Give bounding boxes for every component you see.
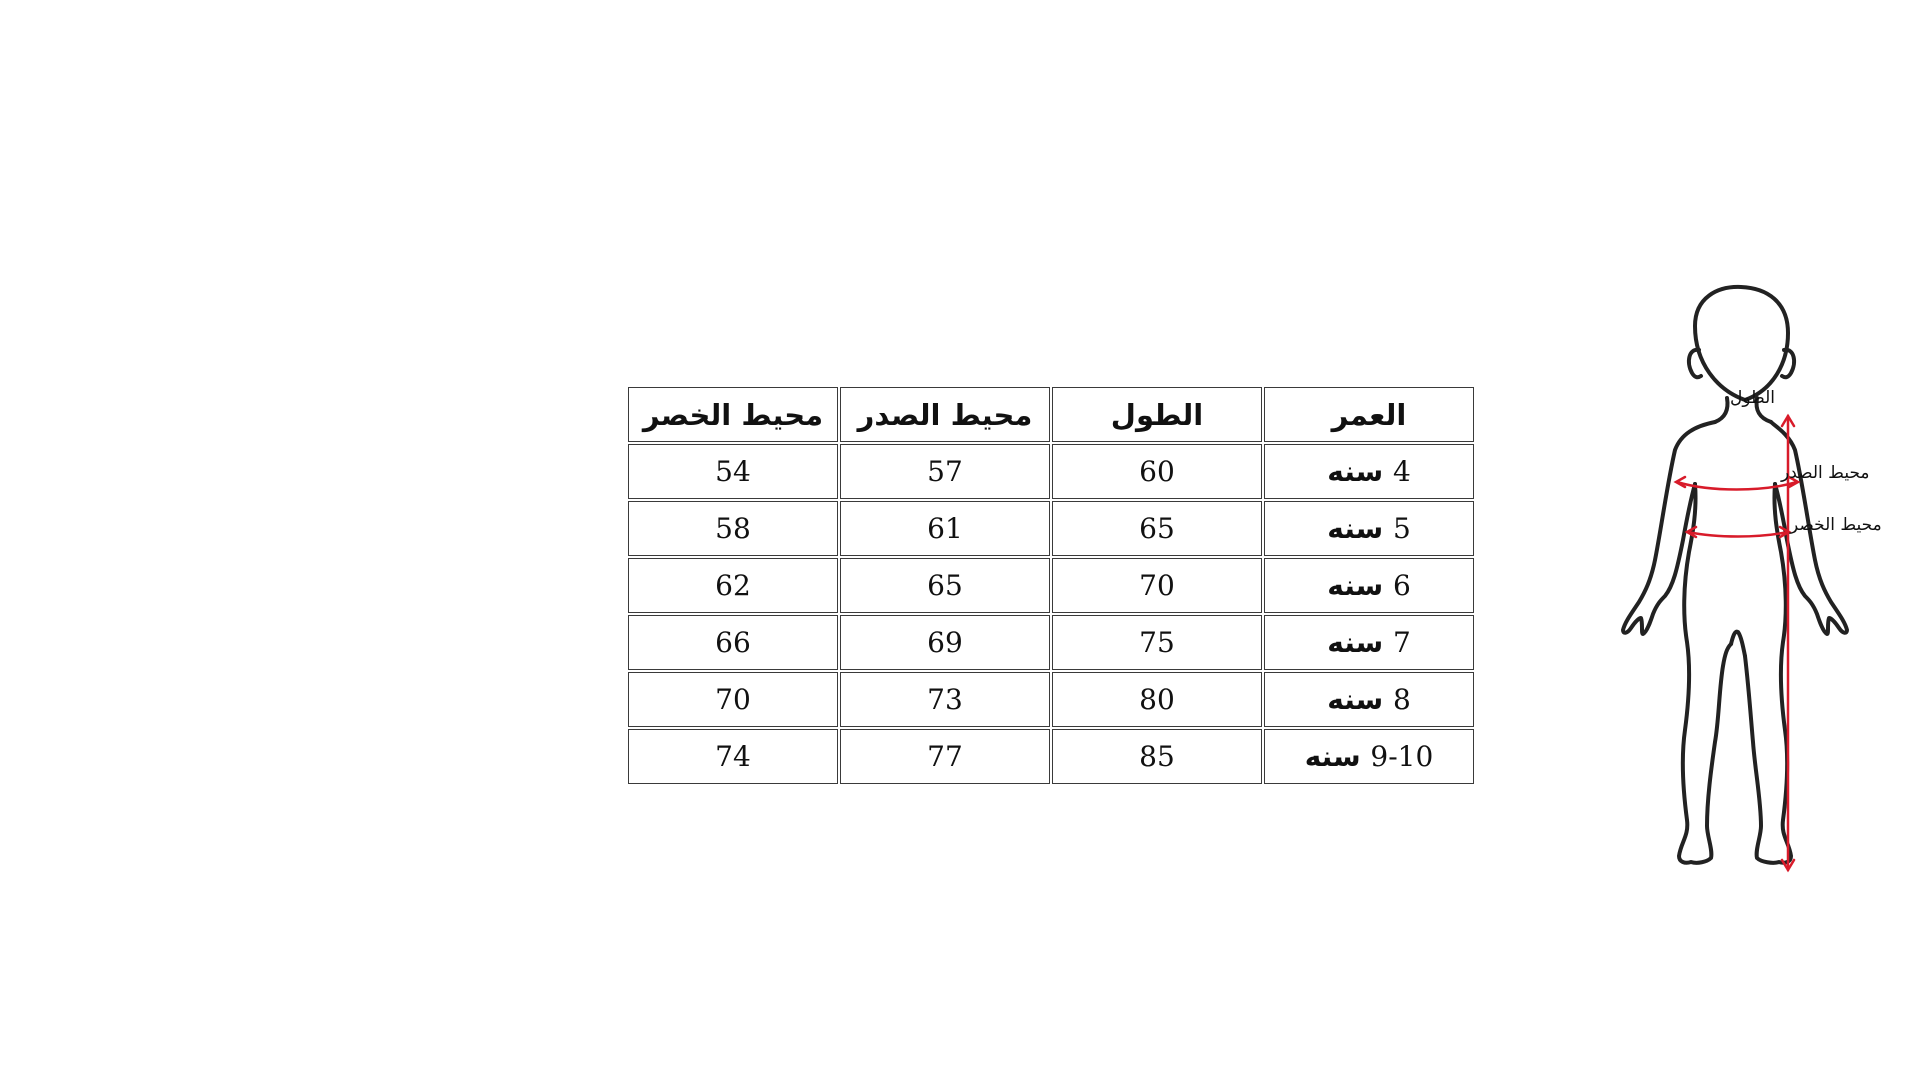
table-row	[628, 558, 1474, 613]
left-torso-outline	[1679, 484, 1731, 863]
table-row	[628, 672, 1474, 727]
age-value: 5	[1392, 512, 1411, 545]
waist-cell: 74	[628, 729, 838, 784]
age-value: 4	[1392, 455, 1411, 488]
age-suffix: سنه	[1327, 626, 1384, 659]
length-cell: 75	[1052, 615, 1262, 670]
table-row	[628, 444, 1474, 499]
length-label: الطول	[1730, 388, 1775, 408]
table-row	[628, 615, 1474, 670]
age-value: 9-10	[1370, 740, 1434, 773]
left-body-outline	[1623, 422, 1715, 634]
waist-cell: 66	[628, 615, 838, 670]
waist-label: محيط الخصر	[1790, 515, 1882, 535]
waist-cell: 70	[628, 672, 838, 727]
age-cell	[1264, 672, 1474, 727]
chest-cell: 69	[840, 615, 1050, 670]
length-cell: 80	[1052, 672, 1262, 727]
age-cell	[1264, 501, 1474, 556]
waist-cell: 62	[628, 558, 838, 613]
chest-label: محيط الصدر	[1781, 463, 1870, 483]
table-row	[628, 729, 1474, 784]
crotch-outline	[1731, 632, 1745, 656]
waist-measure-line	[1688, 532, 1788, 537]
waist-cell: 58	[628, 501, 838, 556]
table-header-row	[628, 387, 1474, 442]
age-suffix: سنه	[1327, 455, 1384, 488]
age-cell	[1264, 558, 1474, 613]
header-chest: محيط الصدر	[840, 387, 1050, 442]
age-suffix: سنه	[1327, 569, 1384, 602]
length-cell: 85	[1052, 729, 1262, 784]
child-figure	[1545, 270, 1895, 880]
age-cell	[1264, 615, 1474, 670]
child-outline-illustration	[1545, 270, 1895, 880]
age-value: 6	[1392, 569, 1411, 602]
chest-cell: 65	[840, 558, 1050, 613]
header-length: الطول	[1052, 387, 1262, 442]
age-value: 7	[1392, 626, 1411, 659]
age-suffix: سنه	[1327, 683, 1384, 716]
age-suffix: سنه	[1327, 512, 1384, 545]
size-table	[626, 385, 1476, 786]
length-cell: 60	[1052, 444, 1262, 499]
right-torso-outline	[1745, 484, 1791, 863]
neck-outline	[1715, 398, 1728, 422]
age-cell	[1264, 444, 1474, 499]
length-cell: 70	[1052, 558, 1262, 613]
age-suffix: سنه	[1304, 740, 1361, 773]
header-age: العمر	[1264, 387, 1474, 442]
chest-cell: 57	[840, 444, 1050, 499]
chest-cell: 73	[840, 672, 1050, 727]
waist-cell: 54	[628, 444, 838, 499]
length-cell: 65	[1052, 501, 1262, 556]
table-row	[628, 501, 1474, 556]
age-cell	[1264, 729, 1474, 784]
head-outline	[1695, 287, 1788, 400]
age-value: 8	[1392, 683, 1411, 716]
header-waist: محيط الخصر	[628, 387, 838, 442]
chest-cell: 61	[840, 501, 1050, 556]
chest-cell: 77	[840, 729, 1050, 784]
